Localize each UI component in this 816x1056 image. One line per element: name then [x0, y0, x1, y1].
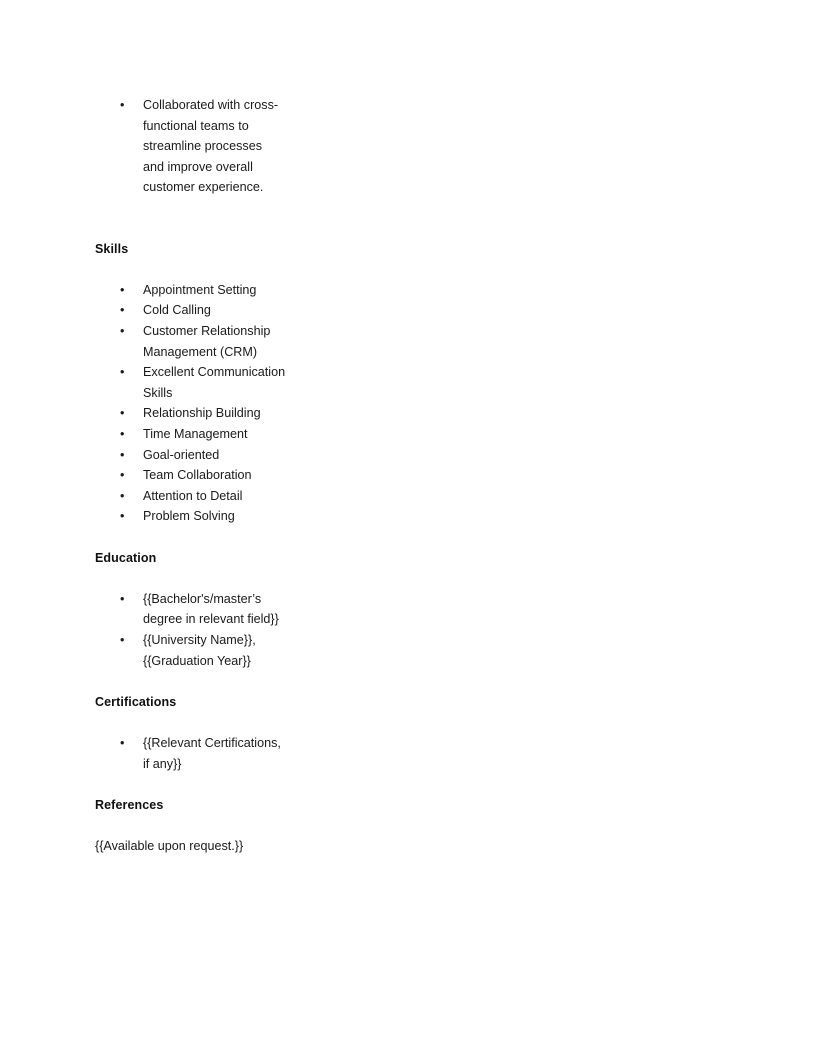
spacer: [95, 711, 295, 733]
list-item-text: • Problem Solving: [143, 509, 235, 524]
list-item: [95, 424, 295, 445]
spacer: [95, 814, 295, 836]
list-item-text: • Cold Calling: [143, 303, 211, 318]
continued-bullet-list: [95, 95, 295, 198]
list-item: [95, 506, 295, 527]
spacer: [95, 258, 295, 280]
list-item-text: • Goal-oriented: [143, 447, 220, 462]
skills-list: [95, 280, 295, 527]
list-item-text: • {{Bachelor's/master’s degree in relevant field}}: [143, 591, 279, 627]
list-item-text: • Team Collaboration: [143, 468, 252, 483]
list-item: [95, 300, 295, 321]
list-item: [95, 589, 295, 630]
spacer: [95, 671, 295, 694]
spacer: [95, 567, 295, 589]
section-heading-education: Education: [95, 550, 157, 565]
section-heading-references: References: [95, 798, 164, 813]
list-item-text: • Customer Relationship Management (CRM): [143, 324, 271, 359]
list-item: [95, 403, 295, 424]
list-item-text: • Appointment Setting: [143, 282, 257, 297]
list-item-text: • Time Management: [143, 427, 248, 441]
list-item: [95, 321, 295, 362]
list-item-text: • {{University Name}}, {{Graduation Year}}: [143, 633, 256, 668]
list-item-text: • Attention to Detail: [143, 488, 243, 503]
references-paragraph: {{Available upon request.}}: [95, 839, 244, 854]
list-item: [95, 280, 295, 301]
document-body: [95, 95, 295, 857]
list-item-text: • Relationship Building: [143, 406, 261, 421]
list-item-text: • Collaborated with cross-functional teams to streamline processes and improve overall customer experience.: [143, 98, 279, 195]
certifications-list: [95, 733, 295, 774]
list-item: [95, 630, 295, 671]
list-item-text: • {{Relevant Certifications, if any}}: [143, 736, 281, 771]
education-list: [95, 589, 295, 671]
section-heading-skills: Skills: [95, 241, 129, 256]
list-item: [95, 95, 295, 198]
list-item: [95, 486, 295, 507]
list-item: [95, 733, 295, 774]
list-item: [95, 362, 295, 403]
list-item-text: • Excellent Communication Skills: [143, 365, 286, 400]
spacer: [95, 198, 295, 241]
list-item: [95, 445, 295, 466]
list-item: [95, 465, 295, 486]
section-heading-certifications: Certifications: [95, 695, 177, 710]
spacer: [95, 774, 295, 797]
spacer: [95, 527, 295, 550]
